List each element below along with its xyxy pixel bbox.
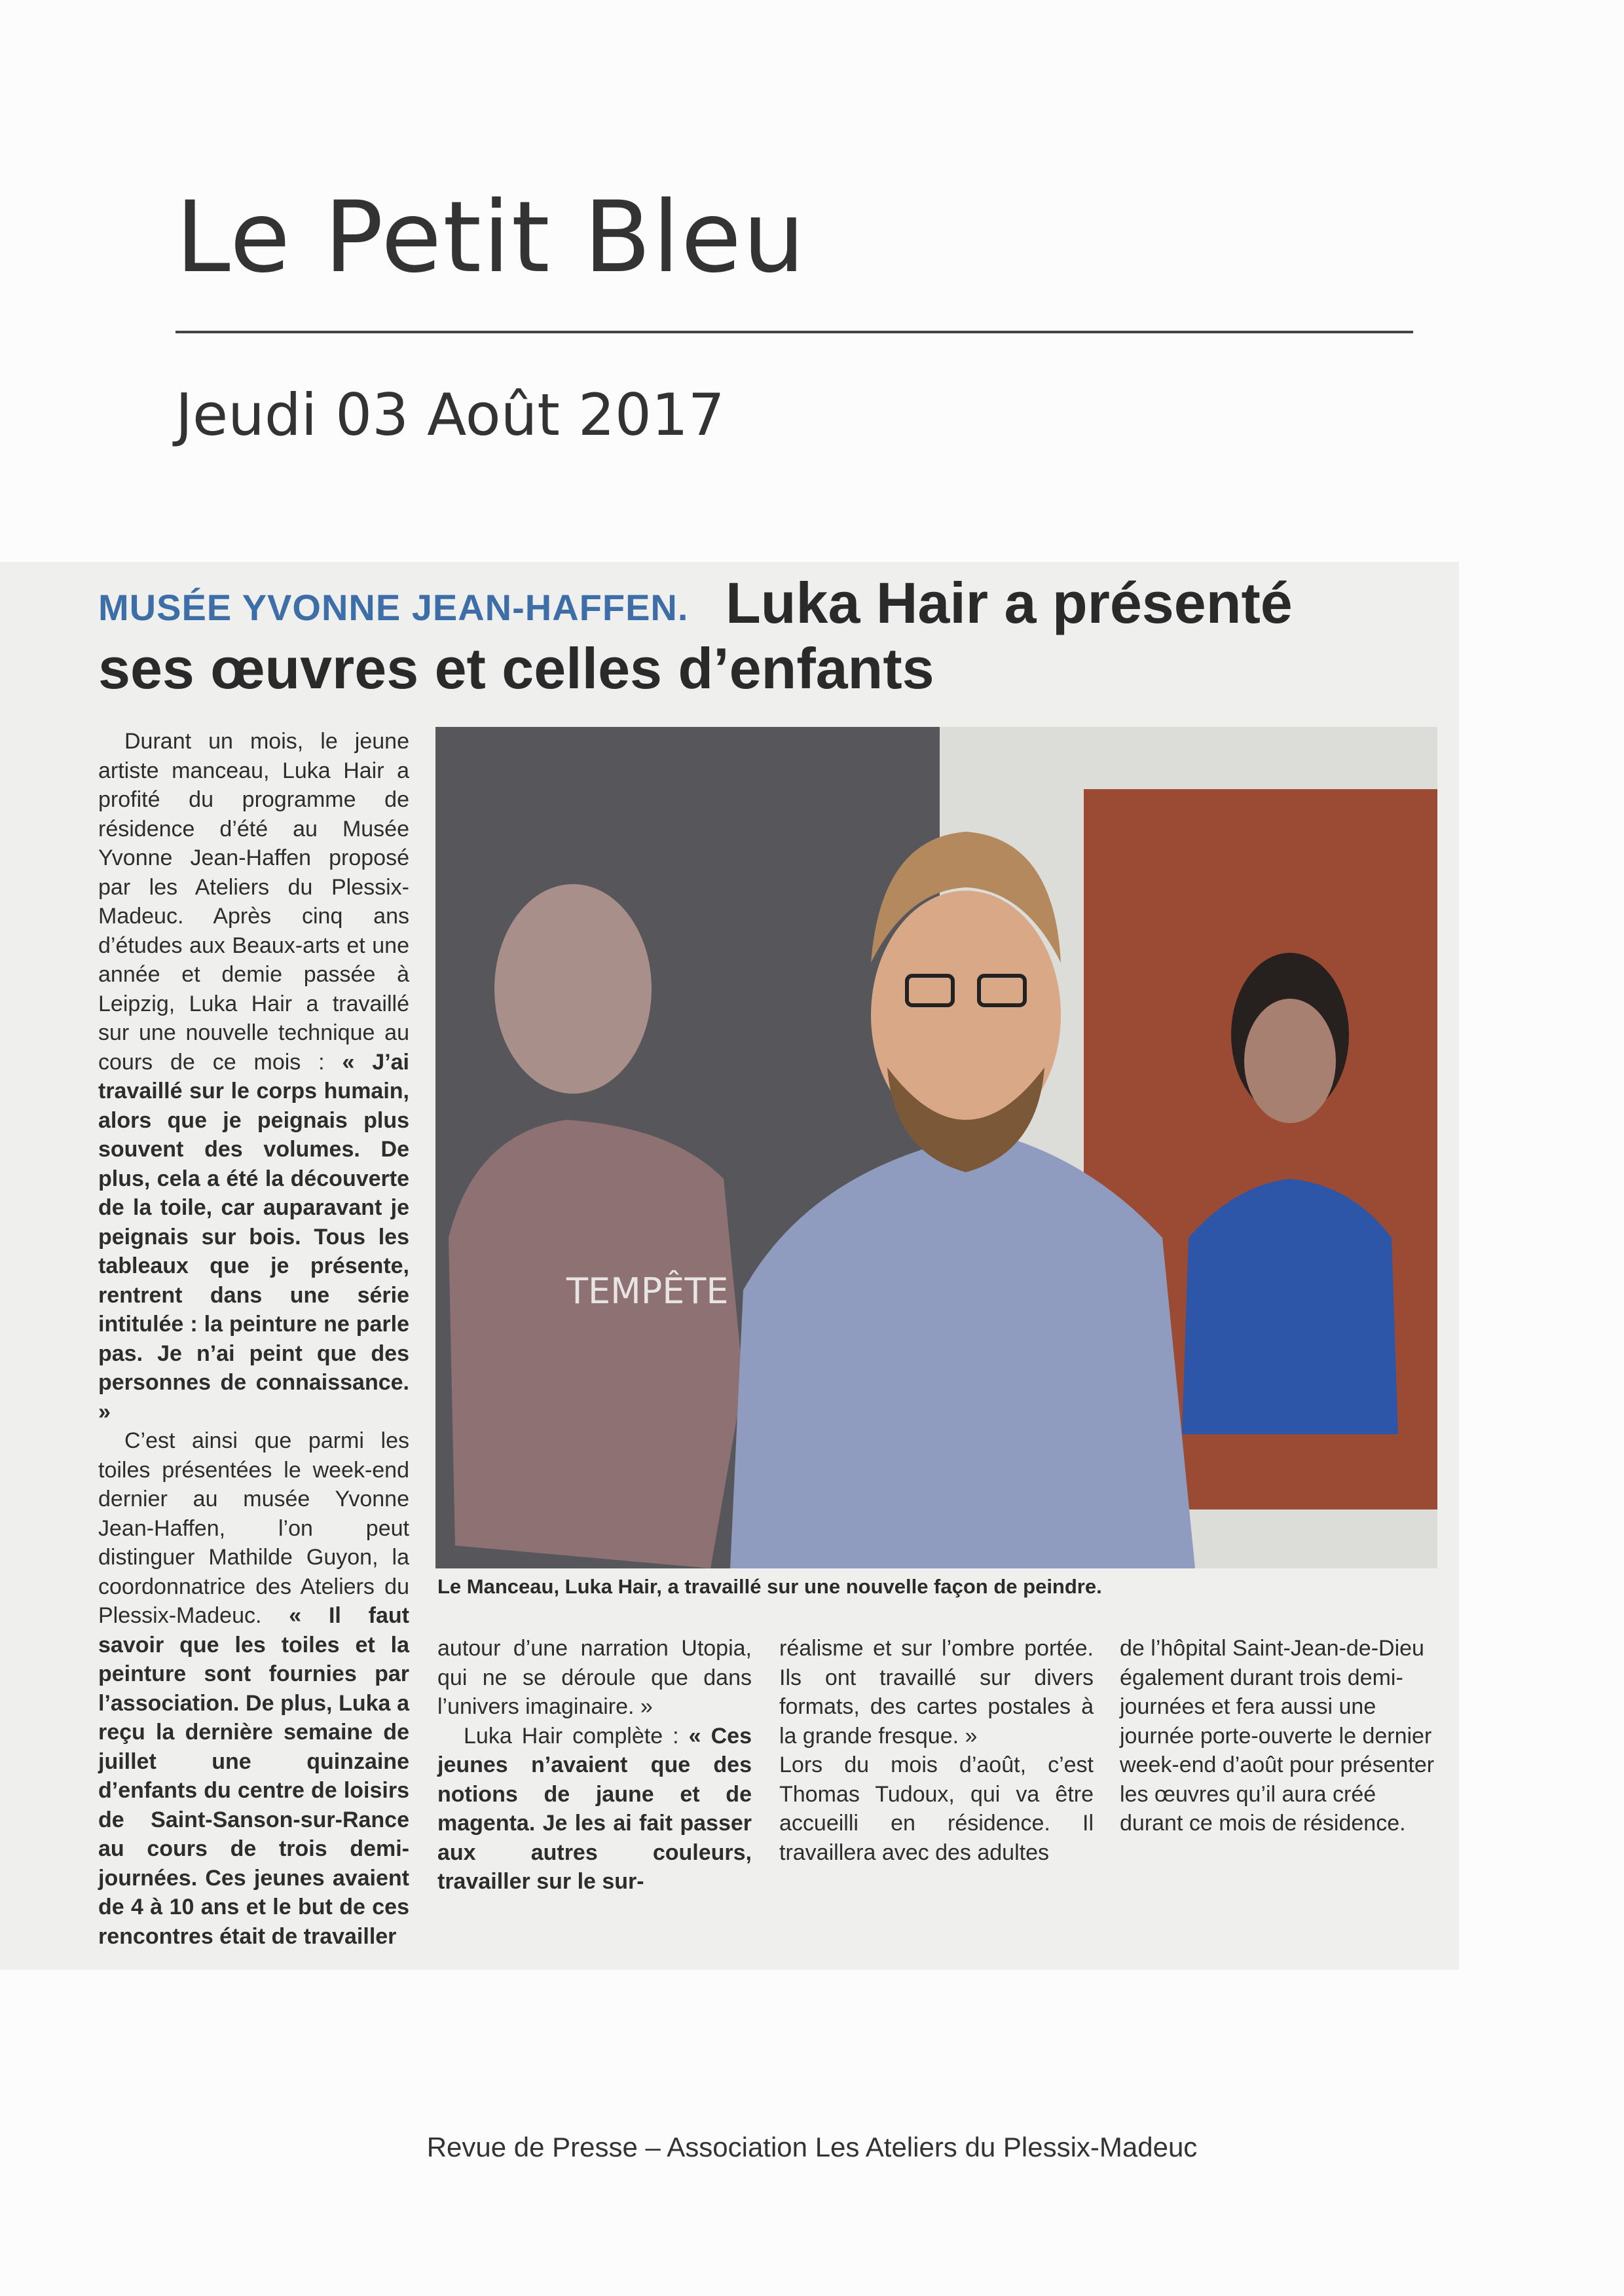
article-column-2 [437,1634,752,1897]
masthead-divider [175,331,1413,333]
column-1-paragraph-2 [98,1426,409,1951]
article-column-4 [1120,1634,1441,1838]
article-column-3 [779,1634,1094,1867]
article-kicker: MUSÉE YVONNE JEAN-HAFFEN. [98,587,689,628]
article-column-1 [98,727,409,1951]
page-footer: Revue de Presse – Association Les Ateliers du Plessix-Madeuc [426,2132,1198,2162]
column-3-paragraph-1: réalisme et sur l’ombre portée. Ils ont travaillé sur divers formats, des cartes postales à la grande fresque. » [779,1636,1094,1749]
photo-illustration [435,727,1437,1568]
column-4-paragraph-1: de l’hôpital Saint-Jean-de-Dieu également durant trois demi-journées et fera aussi une journée porte-ouverte le dernier week-end d’août pour présenter les œuvres qu’il aura créé durant ce mois de résidence. [1120,1636,1435,1836]
publication-date: Jeudi 03 Août 2017 [175,381,725,449]
paragraph-quote: « J’ai travaillé sur le corps humain, alors que je peignais plus souvent des volumes. De plus, cela a été la découverte de la toile, car auparavant je peignais sur bois. Tous les tableaux que je présente, rentrent dans une série intitulée : la peinture ne parle pas. Je n’ai peint que des personnes de connaissance. » [98,1049,410,1424]
painting-text: TEMPÊTE [566,1270,729,1312]
column-2-paragraph-1: autour d’une narration Utopia, qui ne se déroule que dans l’univers imaginaire. » [437,1636,752,1719]
paragraph-quote: « Ces jeunes n’avaient que des notions de jaune et de magenta. Je les ai fait passer aux autres couleurs, travailler sur le sur- [437,1723,752,1894]
painted-figure-shirt [449,1120,743,1568]
article-photo [435,727,1437,1568]
paragraph-intro: Luka Hair complète : [464,1723,679,1749]
column-1-paragraph-1 [98,727,409,1426]
article-headline-line-2: ses œuvres et celles d’enfants [98,636,934,701]
photo-caption: Le Manceau, Luka Hair, a travaillé sur une nouvelle façon de peindre. [437,1575,1102,1598]
column-2-paragraph-2 [437,1722,752,1897]
paragraph-intro: Durant un mois, le jeune artiste manceau, Luka Hair a profité du programme de résidence d’été au Musée Yvonne Jean-Haffen proposé par les Ateliers du Plessix-Madeuc. Après cinq ans d’études aux Beaux-arts et une année et demie passée à Leipzig, Luka Hair a travaillé sur une nouvelle technique au cours de ce mois : [98,729,409,1075]
column-3-paragraph-2: Lors du mois d’août, c’est Thomas Tudoux, qui va être accueilli en résidence. Il travaillera avec des adultes [779,1752,1094,1865]
paragraph-quote: « Il faut savoir que les toiles et la peinture sont fournies par l’association. De plus, Luka a reçu la dernière semaine de juillet une quinzaine d’enfants du centre de loisirs de Saint-Sanson-sur-Rance au cours de trois demi-journées. Ces jeunes avaient de 4 à 10 ans et le but de ces rencontres était de travailler [98,1603,409,1949]
painted-figure-sweater [1182,1179,1398,1434]
paragraph-intro: C’est ainsi que parmi les toiles présentées le week-end dernier au musée Yvonne Jean-Haffen, l’on peut distinguer Mathilde Guyon, la coordonnatrice des Ateliers du Plessix-Madeuc. [98,1428,409,1628]
article-headline-line-1: Luka Hair a présenté [726,570,1293,635]
newspaper-masthead: Le Petit Bleu [175,181,807,295]
